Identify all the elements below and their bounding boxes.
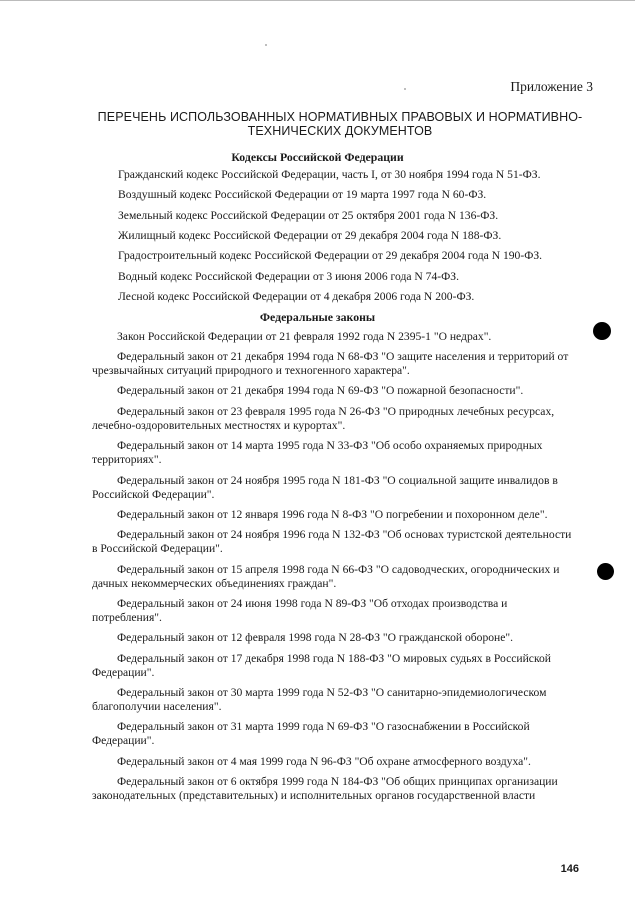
law-item-line1: Федеральный закон от 12 января 1996 года N 8-ФЗ "О погребении и похоронном деле". — [117, 508, 548, 521]
law-item-line1: Федеральный закон от 15 апреля 1998 года N 66-ФЗ "О садоводческих, огороднических и — [117, 563, 560, 576]
law-item-line1: Федеральный закон от 4 мая 1999 года N 96-ФЗ "Об охране атмосферного воздуха". — [117, 755, 531, 768]
document-title: ПЕРЕЧЕНЬ ИСПОЛЬЗОВАННЫХ НОРМАТИВНЫХ ПРАВОВЫХ И НОРМАТИВНО-ТЕХНИЧЕСКИХ ДОКУМЕНТОВ — [97, 110, 583, 138]
law-item-line2: Федерации". — [92, 666, 155, 679]
law-item-line1: Федеральный закон от 17 декабря 1998 года N 188-ФЗ "О мировых судьях в Российской — [117, 652, 551, 665]
law-item-line1: Федеральный закон от 21 декабря 1994 года N 68-ФЗ "О защите населения и территорий от — [117, 350, 569, 363]
appendix-label: Приложение 3 — [510, 79, 593, 94]
law-item-line2: территориях". — [92, 453, 162, 466]
law-item — [117, 631, 593, 645]
law-item-line2: потребления". — [92, 611, 162, 624]
code-item: Градостроительный кодекс Российской Федерации от 29 декабря 2004 года N 190-ФЗ. — [118, 249, 543, 262]
law-item-line2: благополучии населения". — [92, 700, 222, 713]
law-item — [92, 439, 593, 467]
law-item-line1: Федеральный закон от 24 ноября 1995 года N 181-ФЗ "О социальной защите инвалидов в — [117, 474, 558, 487]
code-item: Гражданский кодекс Российской Федерации, часть I, от 30 ноября 1994 года N 51-ФЗ. — [118, 168, 541, 181]
law-item — [117, 330, 593, 344]
law-item-line2: Российской Федерации". — [92, 488, 215, 501]
law-item — [92, 720, 593, 748]
section-heading-codes: Кодексы Российской Федерации — [231, 150, 404, 164]
code-item: Воздушный кодекс Российской Федерации от 19 марта 1997 года N 60-ФЗ. — [118, 188, 487, 201]
law-item-line2: чрезвычайных ситуаций природного и техногенного характера". — [92, 364, 410, 377]
code-item: Водный кодекс Российской Федерации от 3 июня 2006 года N 74-ФЗ. — [118, 270, 459, 283]
punch-hole-mark — [593, 322, 611, 340]
law-item — [92, 775, 593, 803]
law-item-line1: Федеральный закон от 6 октября 1999 года N 184-ФЗ "Об общих принципах организации — [117, 775, 558, 788]
scan-edge-line — [0, 0, 635, 1]
law-item-line1: Федеральный закон от 23 февраля 1995 года N 26-ФЗ "О природных лечебных ресурсах, — [117, 405, 555, 418]
law-item — [92, 405, 593, 433]
law-item — [92, 686, 593, 714]
law-item — [92, 563, 593, 591]
code-item: Земельный кодекс Российской Федерации от 25 октября 2001 года N 136-ФЗ. — [118, 209, 499, 222]
section-heading-laws: Федеральные законы — [259, 310, 376, 324]
law-item-line1: Федеральный закон от 12 февраля 1998 года N 28-ФЗ "О гражданской обороне". — [117, 631, 514, 644]
law-item-line1: Федеральный закон от 24 ноября 1996 года N 132-ФЗ "Об основах туристской деятельности — [117, 528, 572, 541]
law-item — [92, 474, 593, 502]
punch-hole-mark — [597, 563, 614, 580]
code-item: Лесной кодекс Российской Федерации от 4 декабря 2006 года N 200-ФЗ. — [118, 290, 475, 303]
law-item-line2: Федерации". — [92, 734, 155, 747]
law-item-line2: лечебно-оздоровительных местностях и курортах". — [92, 419, 346, 432]
law-item-line1: Федеральный закон от 24 июня 1998 года N 89-ФЗ "Об отходах производства и — [117, 597, 508, 610]
law-item-line2: дачных некоммерческих объединениях граждан". — [92, 577, 337, 590]
law-item-line2: законодательных (представительных) и исполнительных органов государственной власти — [92, 789, 536, 802]
scan-speck — [265, 44, 267, 46]
law-item-line1: Федеральный закон от 14 марта 1995 года N 33-ФЗ "Об особо охраняемых природных — [117, 439, 543, 452]
page-number: 146 — [560, 863, 579, 875]
law-item-line2: в Российской Федерации". — [92, 542, 223, 555]
law-item-line1: Закон Российской Федерации от 21 февраля 1992 года N 2395-1 "О недрах". — [117, 330, 492, 343]
law-item-line1: Федеральный закон от 21 декабря 1994 года N 69-ФЗ "О пожарной безопасности". — [117, 384, 524, 397]
law-item — [92, 597, 593, 625]
law-item-line1: Федеральный закон от 30 марта 1999 года N 52-ФЗ "О санитарно-эпидемиологическом — [117, 686, 547, 699]
law-item — [92, 652, 593, 680]
scan-speck — [404, 88, 406, 90]
law-item — [117, 384, 593, 398]
law-item — [92, 528, 593, 556]
code-item: Жилищный кодекс Российской Федерации от 29 декабря 2004 года N 188-ФЗ. — [118, 229, 502, 242]
law-item-line1: Федеральный закон от 31 марта 1999 года N 69-ФЗ "О газоснабжении в Российской — [117, 720, 530, 733]
law-item — [117, 508, 593, 522]
law-item — [117, 755, 593, 769]
law-item — [92, 350, 593, 378]
